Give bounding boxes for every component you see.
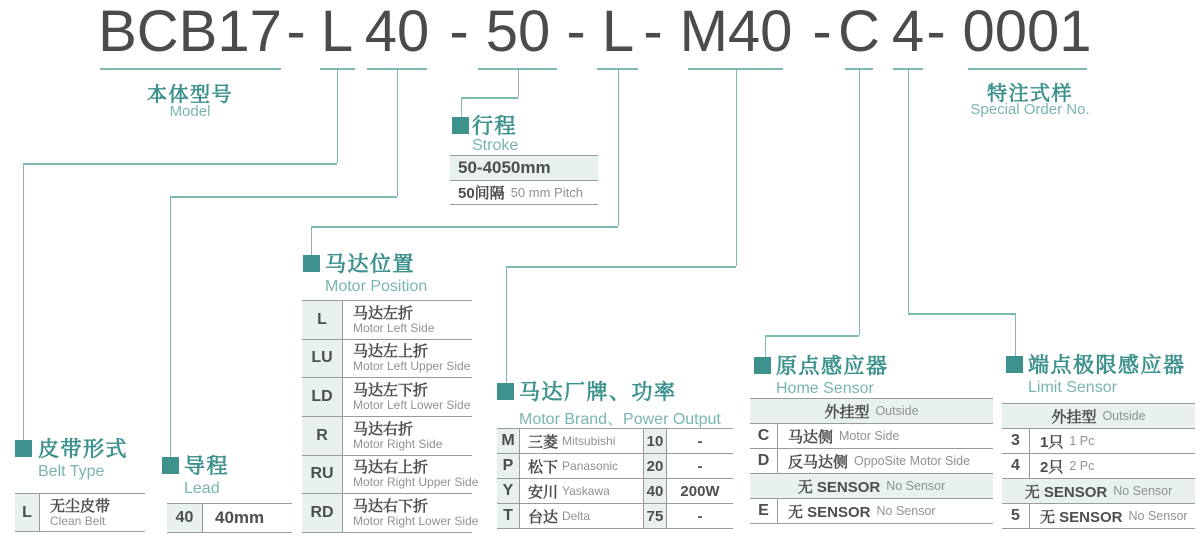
model-label-en: Model [169,103,211,120]
desc-zh: 马达左折 [353,304,414,322]
limit-sensor-group [1002,404,1195,428]
stroke-table [450,155,598,205]
motor-brand-code: P [497,454,520,478]
model-label-zh: 本体型号 [147,84,233,106]
leader-stroke [518,68,520,97]
code-hyphen: - [643,0,663,64]
motor-brand-marker-icon [497,383,514,400]
desc-en: No Sensor [876,504,936,518]
home-sensor-group [750,474,993,498]
desc-zh: 马达右上折 [353,459,429,477]
leader-lead [170,196,397,198]
power-value: - [697,507,703,525]
code-home-sensor: C [838,0,880,64]
desc-en: Motor Left Lower Side [353,398,471,413]
motor-position-code: RD [302,494,343,532]
leader-motor-brand [736,68,738,266]
code-limit-sensor: 4 [891,0,925,64]
motor-position-desc [343,456,479,494]
motor-position-desc [343,301,472,339]
code-hyphen: - [926,0,946,64]
table-row [302,378,472,417]
brand-en: Panasonic [562,459,619,473]
limit-sensor-desc [1030,429,1195,453]
motor-brand-code: M [497,429,520,453]
motor-brand-title-zh: 马达厂牌、功率 [519,381,677,404]
table-row [750,499,993,524]
lead-value [203,504,292,532]
lead-code: 40 [167,504,203,532]
limit-sensor-code: 3 [1002,429,1030,453]
motor-position-code: LU [302,340,343,378]
motor-position-code: L [302,301,343,339]
desc-zh: 反马达侧 [788,453,849,471]
stroke-marker-icon [452,117,469,134]
home-sensor-code: E [750,499,778,523]
table-row [497,479,733,504]
belt-type-desc-zh: 无尘皮带 [50,497,111,515]
belt-type-title-en: Belt Type [38,463,105,480]
home-sensor-desc [778,424,993,448]
belt-type-desc-en: Clean Belt [50,513,106,528]
table-row [302,301,472,340]
table-row [497,504,733,529]
lead-title-en: Lead [184,480,220,497]
desc-zh: 马达右下折 [353,498,429,516]
limit-sensor-marker-icon [1006,356,1023,373]
leader-belt-type [23,163,337,165]
home-sensor-group [750,399,993,423]
leader-motor-position [311,226,618,228]
limit-sensor-table [1002,403,1195,529]
motor-position-title-zh: 马达位置 [325,253,415,276]
desc-en: 2 Pc [1069,459,1095,473]
table-row [450,156,598,181]
table-row [750,449,993,474]
motor-brand-code: Y [497,479,520,503]
code-motor-position: L [601,0,635,64]
special-order-label-en: Special Order No. [970,101,1090,118]
table-row [497,454,733,479]
group-en: Outside [1102,409,1146,423]
belt-type-marker-icon [15,440,32,457]
table-row [302,494,479,533]
stroke-range [450,156,551,180]
table-row [15,494,145,532]
table-row [302,417,472,456]
motor-position-desc [343,417,472,455]
desc-zh: 无 SENSOR [788,503,871,521]
code-special-order: 0001 [962,0,1092,64]
code-stroke: 50 [485,0,551,64]
stroke-title-zh: 行程 [472,115,517,138]
limit-sensor-code: 5 [1002,504,1030,528]
leader-belt-type [23,163,25,440]
leader-motor-brand [506,266,736,268]
motor-brand-name [520,479,643,503]
motor-brand-title-en: Motor Brand、Power Output [519,411,721,428]
home-sensor-code: C [750,424,778,448]
home-sensor-desc [778,499,993,523]
group-en: Outside [875,404,919,418]
table-row-header [1002,479,1195,504]
limit-sensor-code: 4 [1002,454,1030,478]
motor-position-desc [343,494,479,532]
brand-en: Delta [562,509,591,523]
leader-lead [397,68,399,196]
desc-en: Motor Right Side [353,436,443,451]
table-row [750,424,993,449]
desc-zh: 2只 [1040,458,1064,476]
belt-type-desc [40,494,145,531]
special-order-label-zh: 特注式样 [987,83,1073,105]
lead-table [167,503,292,533]
leader-stroke [461,97,463,117]
table-row [497,429,733,454]
limit-sensor-group [1002,479,1195,503]
leader-motor-brand [506,266,508,383]
motor-brand-name [520,454,643,478]
underline-model [100,68,281,70]
power-value: 200W [680,482,720,500]
belt-type-code: L [15,494,40,531]
desc-en: Motor Right Lower Side [353,514,479,529]
leader-limit-sensor [1015,313,1017,356]
motor-position-code: R [302,417,343,455]
motor-brand-name [520,504,643,528]
group-zh: 外挂型 [824,403,870,421]
lead-marker-icon [162,457,179,474]
code-motor-brand: M40 [679,0,793,64]
lead-value-text: 40mm [215,508,265,527]
group-zh: 无 SENSOR [797,478,881,496]
table-row-header [750,474,993,499]
leader-home-sensor [765,335,859,337]
belt-type-title-zh: 皮带形式 [38,438,128,461]
limit-sensor-title-en: Limit Sensor [1028,379,1117,396]
home-sensor-title-en: Home Sensor [776,380,874,397]
motor-position-desc [343,340,472,378]
leader-limit-sensor [908,313,1015,315]
desc-zh: 无 SENSOR [1040,508,1123,526]
motor-brand-name [520,429,643,453]
brand-en: Mitsubishi [562,434,616,448]
power-code: 20 [643,454,667,478]
desc-en: Motor Left Side [353,320,435,335]
power-code: 40 [643,479,667,503]
brand-en: Yaskawa [562,484,610,498]
code-model: BCB17 [98,0,282,64]
leader-belt-type [337,68,339,163]
brand-zh: 台达 [528,508,559,526]
code-hyphen: - [812,0,832,64]
motor-position-table [302,300,479,533]
limit-sensor-desc [1030,454,1195,478]
table-row [1002,429,1195,454]
code-hyphen: - [449,0,469,64]
code-hyphen: - [286,0,306,64]
code-belt-type: L [320,0,354,64]
stroke-pitch-en: 50 mm Pitch [510,185,583,200]
leader-home-sensor [859,68,861,335]
motor-position-code: LD [302,378,343,416]
brand-zh: 三菱 [528,433,559,451]
desc-zh: 马达左下折 [353,382,429,400]
table-row [450,181,598,205]
leader-motor-position [311,226,313,255]
power-code: 75 [643,504,667,528]
motor-position-title-en: Motor Position [325,278,428,295]
group-zh: 外挂型 [1051,408,1097,426]
belt-type-table [15,493,145,532]
brand-zh: 安川 [528,483,559,501]
desc-en: 1 Pc [1069,434,1095,448]
leader-limit-sensor [908,68,910,313]
home-sensor-code: D [750,449,778,473]
desc-en: Motor Side [839,429,900,443]
limit-sensor-title-zh: 端点极限感应器 [1028,354,1186,377]
desc-zh: 马达右折 [353,420,414,438]
desc-en: No Sensor [1128,509,1188,523]
stroke-pitch [450,181,583,204]
stroke-pitch-zh: 50间隔 [458,185,505,202]
motor-position-marker-icon [303,255,320,272]
group-en: No Sensor [1113,484,1173,498]
desc-zh: 1只 [1040,433,1064,451]
leader-lead [170,196,172,457]
table-row [167,504,292,533]
desc-zh: 马达左上折 [353,343,429,361]
group-en: No Sensor [886,479,946,493]
table-row [1002,504,1195,529]
home-sensor-title-zh: 原点感应器 [776,355,889,378]
table-row [302,456,479,495]
motor-brand-code: T [497,504,520,528]
home-sensor-table [750,398,993,524]
home-sensor-desc [778,449,993,473]
limit-sensor-desc [1030,504,1195,528]
table-row [302,340,472,379]
power-code: 10 [643,429,667,453]
underline-special-order [968,68,1087,70]
desc-zh: 马达侧 [788,428,834,446]
desc-en: Motor Right Upper Side [353,475,479,490]
code-hyphen: - [566,0,586,64]
power-value: - [697,432,703,450]
leader-motor-position [618,68,620,226]
desc-en: Motor Left Upper Side [353,359,471,374]
lead-title-zh: 导程 [184,455,229,478]
leader-stroke [461,97,518,99]
stroke-range-text: 50-4050mm [458,158,551,177]
leader-home-sensor [765,335,767,357]
group-zh: 无 SENSOR [1024,483,1108,501]
desc-en: OppoSite Motor Side [854,454,971,468]
table-row-header [750,399,993,424]
stroke-title-en: Stroke [472,137,519,154]
home-sensor-marker-icon [754,357,771,374]
motor-position-desc [343,378,472,416]
brand-zh: 松下 [528,458,559,476]
motor-position-code: RU [302,456,343,494]
table-row [1002,454,1195,479]
motor-brand-table [497,428,733,529]
code-lead: 40 [364,0,430,64]
table-row-header [1002,404,1195,429]
power-value: - [697,457,703,475]
